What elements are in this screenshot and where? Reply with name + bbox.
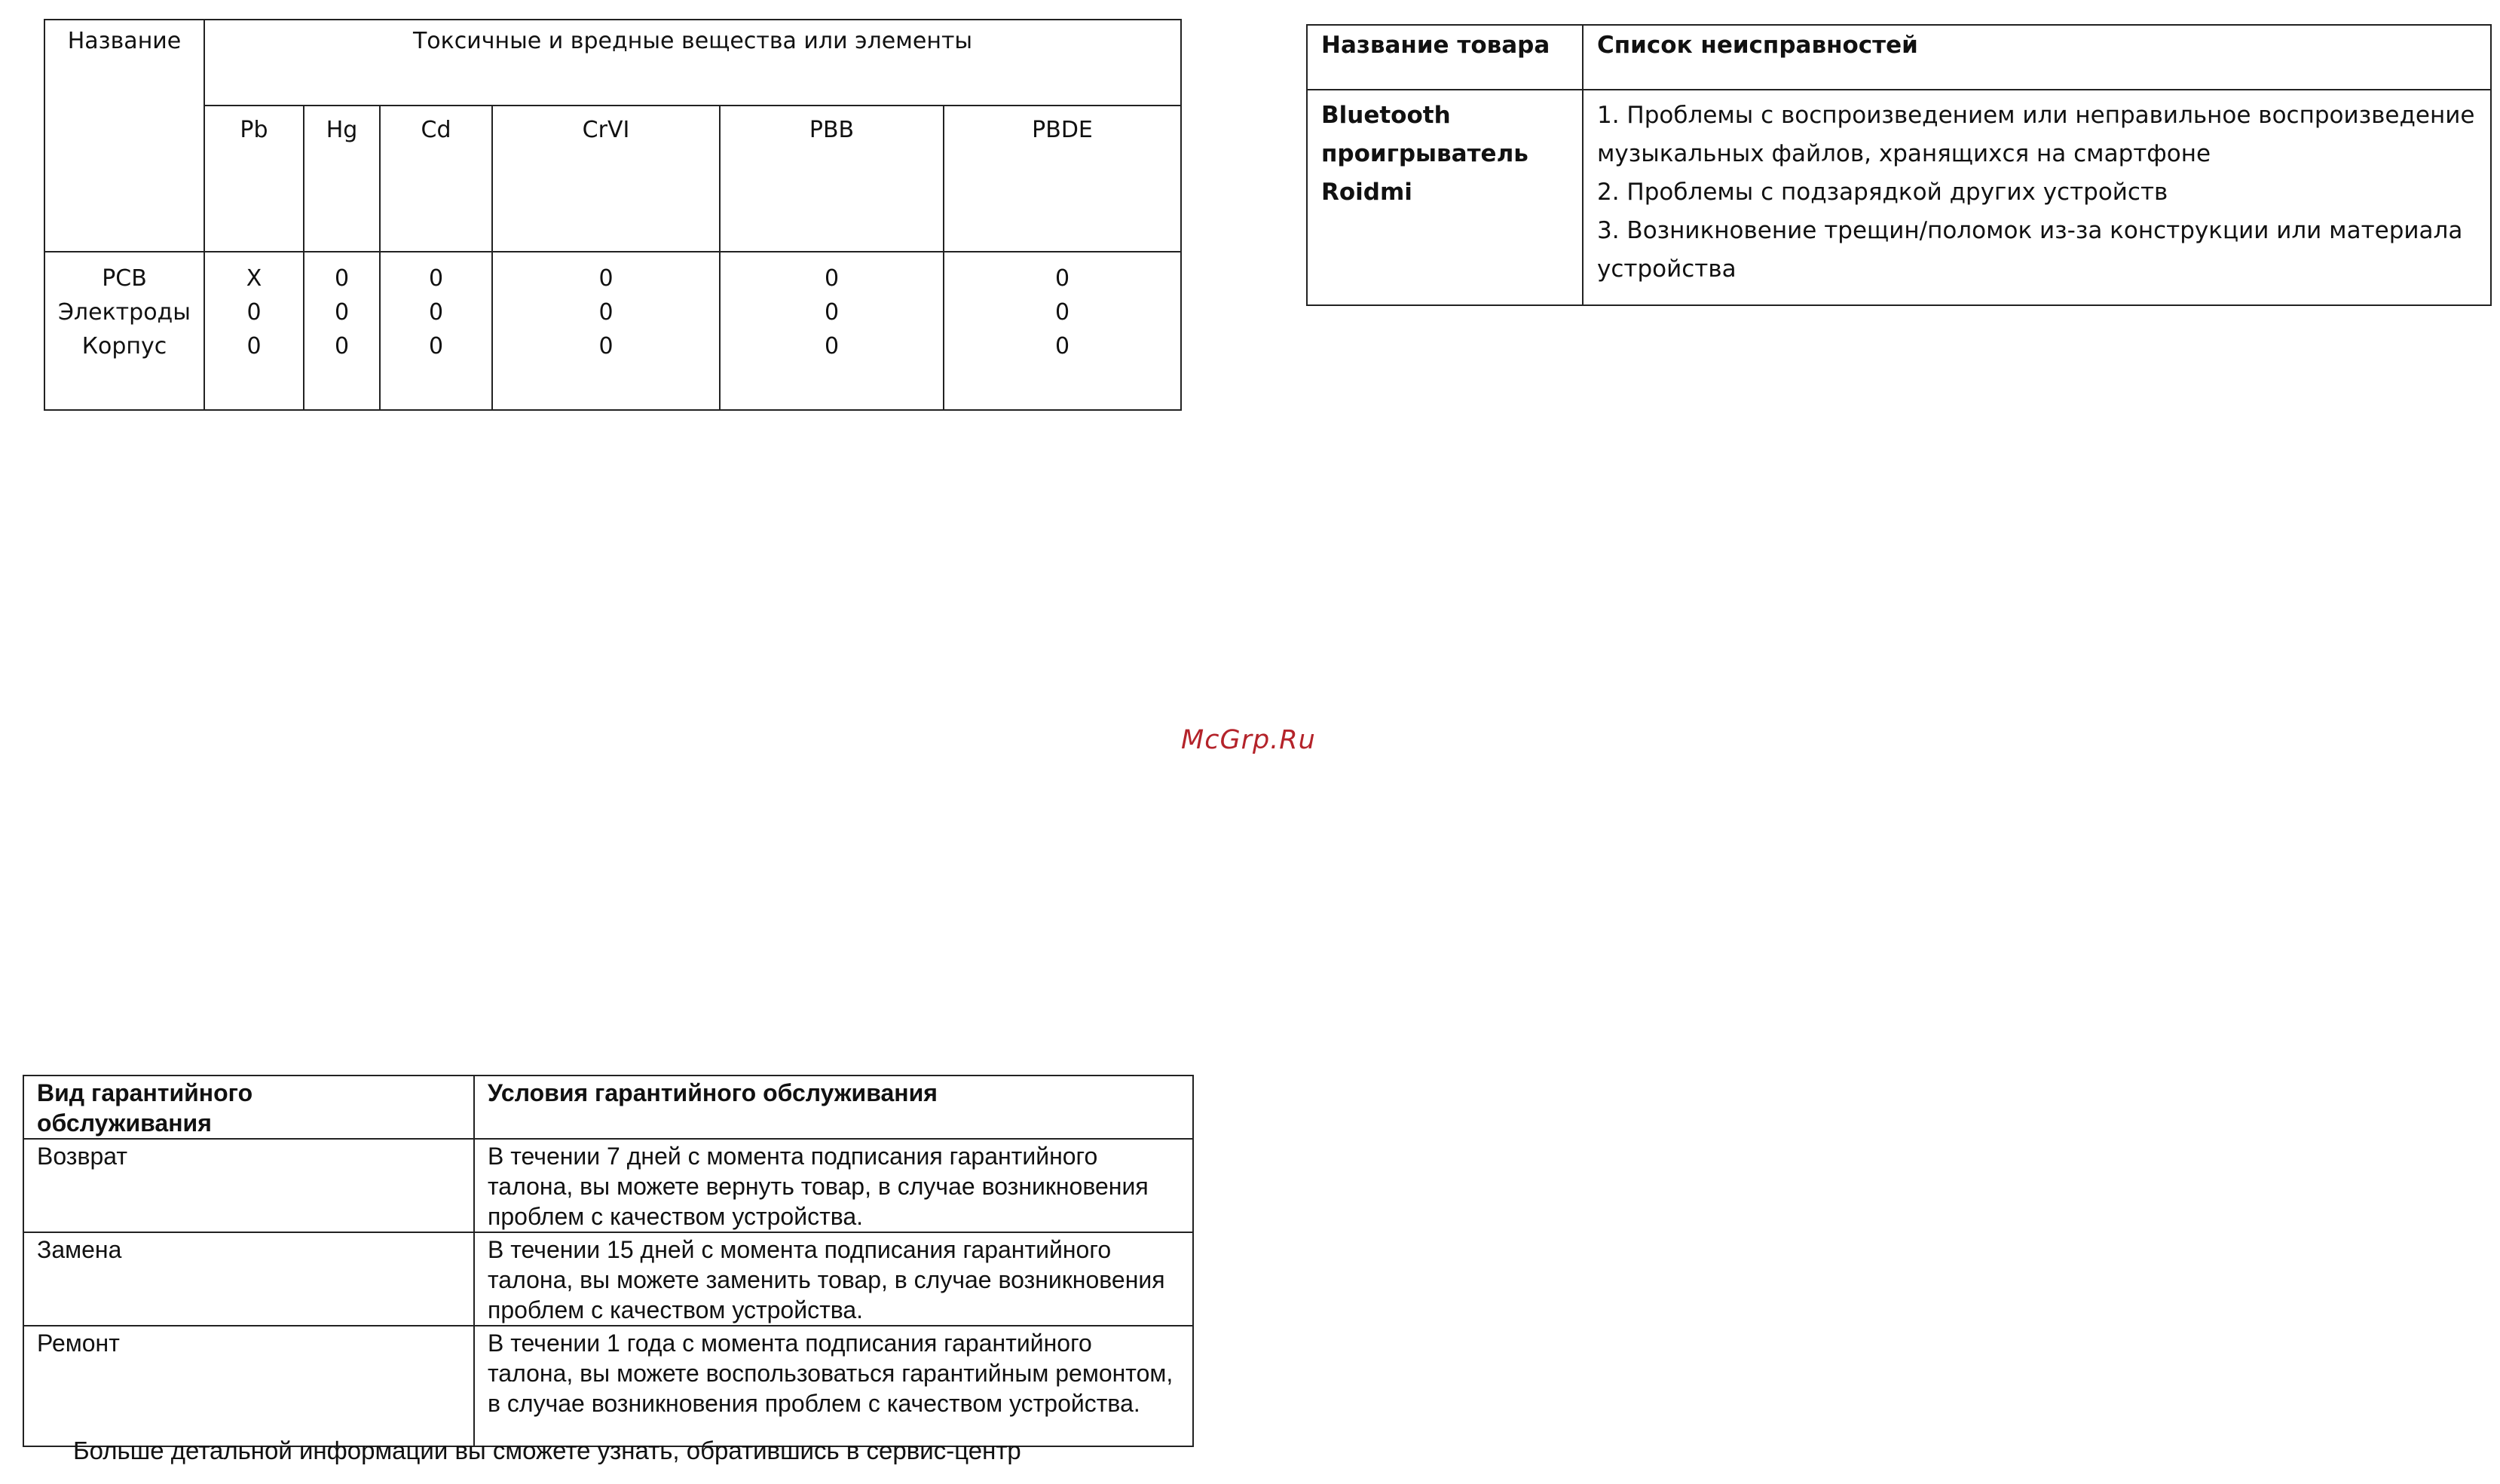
values-pb xyxy=(204,252,304,410)
table-cell: 0 xyxy=(598,299,614,326)
watermark-text: McGrp.Ru xyxy=(1181,725,1316,755)
table-cell: X xyxy=(246,265,262,292)
values-pbb xyxy=(720,252,944,410)
fault-item: 2. Проблемы с подзарядкой других устройств xyxy=(1597,179,2168,206)
fault-item: 1. Проблемы с воспроизведением или неправильное воспроизведение музыкальных файлов, хранящихся на смартфоне xyxy=(1597,102,2475,167)
values-cd xyxy=(380,252,492,410)
faults-table xyxy=(1306,24,2492,306)
values-crvi xyxy=(492,252,720,410)
warranty-type-cell: Замена xyxy=(23,1232,474,1326)
warranty-type-cell: Ремонт xyxy=(23,1326,474,1446)
table-row xyxy=(23,1326,1193,1446)
product-name-header: Название товара xyxy=(1307,25,1583,90)
fault-item: 3. Возникновение трещин/поломок из-за конструкции или материала устройства xyxy=(1597,217,2463,283)
column-header-pbb: PBB xyxy=(720,106,944,252)
table-cell: 0 xyxy=(598,265,614,292)
product-name-line: проигрыватель xyxy=(1321,140,1528,167)
values-hg xyxy=(304,252,380,410)
row-name-electrodes: Электроды xyxy=(57,299,191,326)
footer-note: Больше детальной информации вы сможете узнать, обратившись в сервис-центр xyxy=(73,1437,1021,1464)
toxic-substances-table xyxy=(44,19,1182,411)
column-header-crvi: CrVI xyxy=(492,106,720,252)
table-cell: 0 xyxy=(824,299,840,326)
table-cell: 0 xyxy=(428,265,444,292)
table-row xyxy=(23,1232,1193,1326)
warranty-conditions-header: Условия гарантийного обслуживания xyxy=(474,1076,1193,1139)
table-row xyxy=(23,1139,1193,1232)
substances-group-header: Токсичные и вредные вещества или элементы xyxy=(204,20,1181,106)
table-cell: 0 xyxy=(246,299,262,326)
product-name-line: Bluetooth xyxy=(1321,102,1451,129)
table-cell: 0 xyxy=(428,299,444,326)
column-header-pbde: PBDE xyxy=(944,106,1181,252)
table-cell: 0 xyxy=(1054,333,1070,360)
table-cell: 0 xyxy=(428,333,444,360)
table-cell: 0 xyxy=(824,333,840,360)
table-cell: 0 xyxy=(598,333,614,360)
faults-list-cell xyxy=(1583,90,2491,305)
warranty-conditions-cell: В течении 1 года с момента подписания гарантийного талона, вы можете воспользоваться гарантийным ремонтом, в случае возникновения проблем с качеством устройства. xyxy=(474,1326,1193,1446)
warranty-type-header: Вид гарантийного обслуживания xyxy=(23,1076,474,1139)
table-cell: 0 xyxy=(1054,299,1070,326)
warranty-conditions-cell: В течении 15 дней с момента подписания гарантийного талона, вы можете заменить товар, в случае возникновения проблем с качеством устройства. xyxy=(474,1232,1193,1326)
table-cell: 0 xyxy=(334,299,350,326)
column-header-hg: Hg xyxy=(304,106,380,252)
warranty-conditions-cell: В течении 7 дней с момента подписания гарантийного талона, вы можете вернуть товар, в случае возникновения проблем с качеством устройства. xyxy=(474,1139,1193,1232)
table-cell: 0 xyxy=(246,333,262,360)
column-header-cd: Cd xyxy=(380,106,492,252)
faults-list-header: Список неисправностей xyxy=(1583,25,2491,90)
name-column-header: Название xyxy=(44,20,204,252)
row-names-cell xyxy=(44,252,204,410)
table-cell: 0 xyxy=(1054,265,1070,292)
row-name-case: Корпус xyxy=(81,333,167,360)
warranty-type-cell: Возврат xyxy=(23,1139,474,1232)
warranty-table xyxy=(23,1075,1194,1447)
product-name-line: Roidmi xyxy=(1321,179,1412,206)
table-cell: 0 xyxy=(824,265,840,292)
values-pbde xyxy=(944,252,1181,410)
table-cell: 0 xyxy=(334,333,350,360)
row-name-pcb: PCB xyxy=(102,265,147,292)
column-header-pb: Pb xyxy=(204,106,304,252)
table-cell: 0 xyxy=(334,265,350,292)
product-name-cell xyxy=(1307,90,1583,305)
